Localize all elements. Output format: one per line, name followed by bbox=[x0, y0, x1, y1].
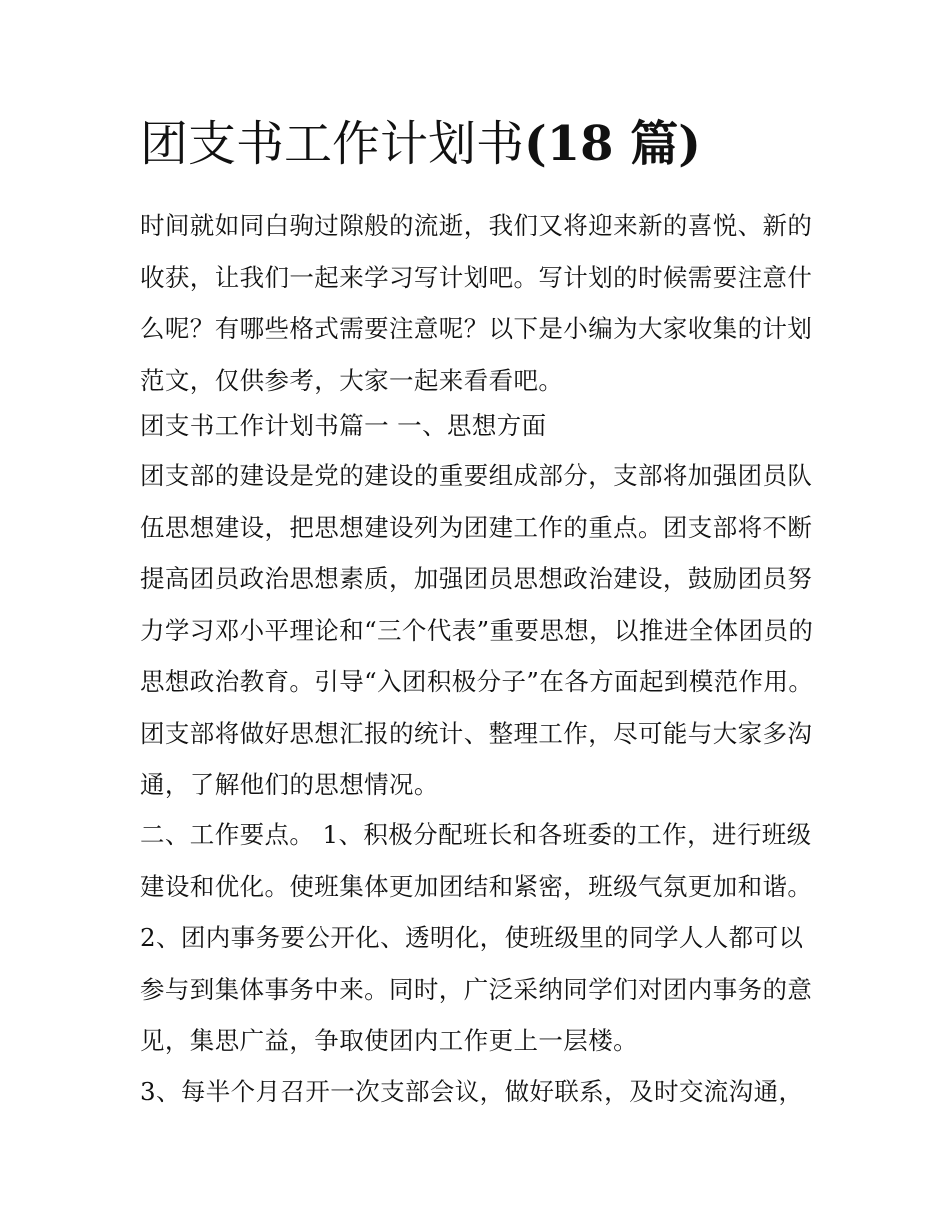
intro-paragraph bbox=[140, 200, 812, 406]
document-title bbox=[140, 112, 840, 176]
intro-line: 么呢？有哪些格式需要注意呢？以下是小编为大家收集的计划 bbox=[140, 314, 813, 343]
thought-paragraph bbox=[140, 450, 812, 811]
title-suffix: (18 篇) bbox=[524, 116, 701, 172]
work-line: 参与到集体事务中来。同时，广泛采纳同学们对团内事务的意 bbox=[140, 974, 813, 1004]
thought-line: 团支部将做好思想汇报的统计、整理工作，尽可能与大家多沟 bbox=[140, 718, 813, 748]
thought-line: 通，了解他们的思想情况。 bbox=[140, 770, 439, 799]
intro-line: 范文，仅供参考，大家一起来看看吧。 bbox=[140, 365, 564, 395]
intro-line: 收获，让我们一起来学习写计划吧。写计划的时候需要注意什 bbox=[140, 262, 813, 292]
work-line: 见，集思广益，争取使团内工作更上一层楼。 bbox=[140, 1026, 638, 1055]
thought-line: 伍思想建设，把思想建设列为团建工作的重点。团支部将不断 bbox=[140, 512, 813, 542]
thought-line: 团支部的建设是党的建设的重要组成部分，支部将加强团员队 bbox=[140, 461, 813, 490]
thought-line: 力学习邓小平理论和“三个代表”重要思想，以推进全体团员的 bbox=[140, 615, 814, 645]
title-main: 团支书工作计划书 bbox=[140, 116, 525, 172]
item-3-line: 3、每半个月召开一次支部会议，做好联系，及时交流沟通， bbox=[140, 1077, 804, 1106]
work-line: 2、团内事务要公开化、透明化，使班级里的同学人人都可以 bbox=[140, 923, 804, 952]
thought-line: 提高团员政治思想素质，加强团员思想政治建设，鼓励团员努 bbox=[140, 564, 813, 593]
work-paragraph bbox=[140, 809, 812, 1067]
section-heading bbox=[140, 400, 812, 452]
work-line: 二、工作要点。 1、积极分配班长和各班委的工作，进行班级 bbox=[140, 820, 812, 849]
work-line: 建设和优化。使班集体更加团结和紧密，班级气氛更加和谐。 bbox=[140, 871, 813, 901]
section-heading-text: 团支书工作计划书篇一 一、思想方面 bbox=[140, 411, 547, 440]
thought-line: 思想政治教育。引导“入团积极分子”在各方面起到模范作用。 bbox=[140, 667, 814, 696]
intro-line: 时间就如同白驹过隙般的流逝，我们又将迎来新的喜悦、新的 bbox=[140, 211, 813, 240]
item-3-paragraph bbox=[140, 1066, 812, 1118]
